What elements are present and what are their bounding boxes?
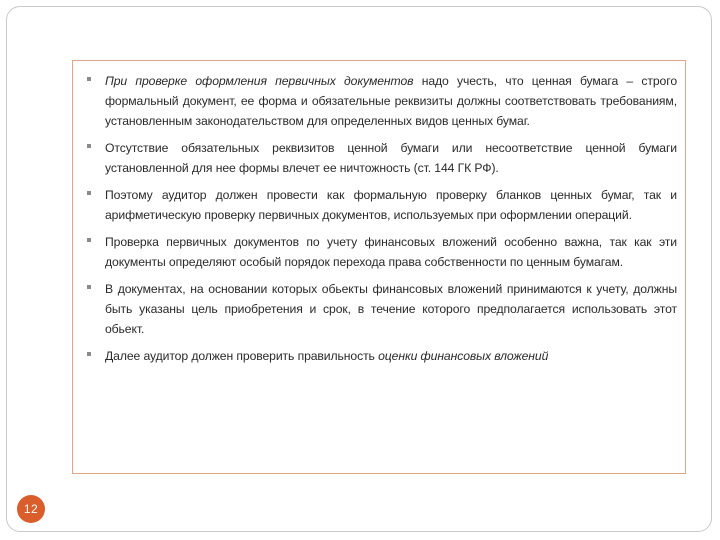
square-bullet-icon — [87, 191, 91, 195]
square-bullet-icon — [87, 77, 91, 81]
body-text: надо учесть, что ценная бумага – строго формальный документ, ее форма и обязательные реквизиты должны соответствовать требованиям, установленным законодательством для определенных видов ценных бумаг. — [105, 74, 677, 128]
list-item — [87, 279, 677, 339]
bullet-text: В документах, на основании которых обьекты финансовых вложений принимаются к учету, должны быть указаны цель приобретения и срок, в течение которого предполагается использовать этот обьект. — [105, 282, 677, 336]
square-bullet-icon — [87, 285, 91, 289]
emphasis-text: При проверке оформления первичных документов — [105, 74, 414, 88]
square-bullet-icon — [87, 352, 91, 356]
square-bullet-icon — [87, 144, 91, 148]
bullet-text — [105, 71, 677, 131]
list-item — [87, 185, 677, 225]
bullet-text — [105, 346, 677, 366]
list-item — [87, 71, 677, 131]
body-text: Далее аудитор должен проверить правильность — [105, 349, 379, 363]
page-number: 12 — [23, 502, 39, 516]
square-bullet-icon — [87, 238, 91, 242]
page-number-badge — [17, 495, 45, 523]
list-item — [87, 232, 677, 272]
bullet-list — [87, 71, 677, 373]
bullet-text: Отсутствие обязательных реквизитов ценной бумаги или несоответствие ценной бумаги установленной для нее формы влечет ее ничтожность (ст. 144 ГК РФ). — [105, 141, 677, 175]
list-item — [87, 346, 677, 366]
bullet-text: Проверка первичных документов по учету финансовых вложений особенно важна, так как эти документы определяют особый порядок перехода права собственности по ценным бумагам. — [105, 235, 677, 269]
bullet-text: Поэтому аудитор должен провести как формальную проверку бланков ценных бумаг, так и арифметическую проверку первичных документов, используемых при оформлении операций. — [105, 188, 677, 222]
content-box — [72, 60, 686, 474]
emphasis-text: оценки финансовых вложений — [378, 349, 549, 363]
list-item — [87, 138, 677, 178]
